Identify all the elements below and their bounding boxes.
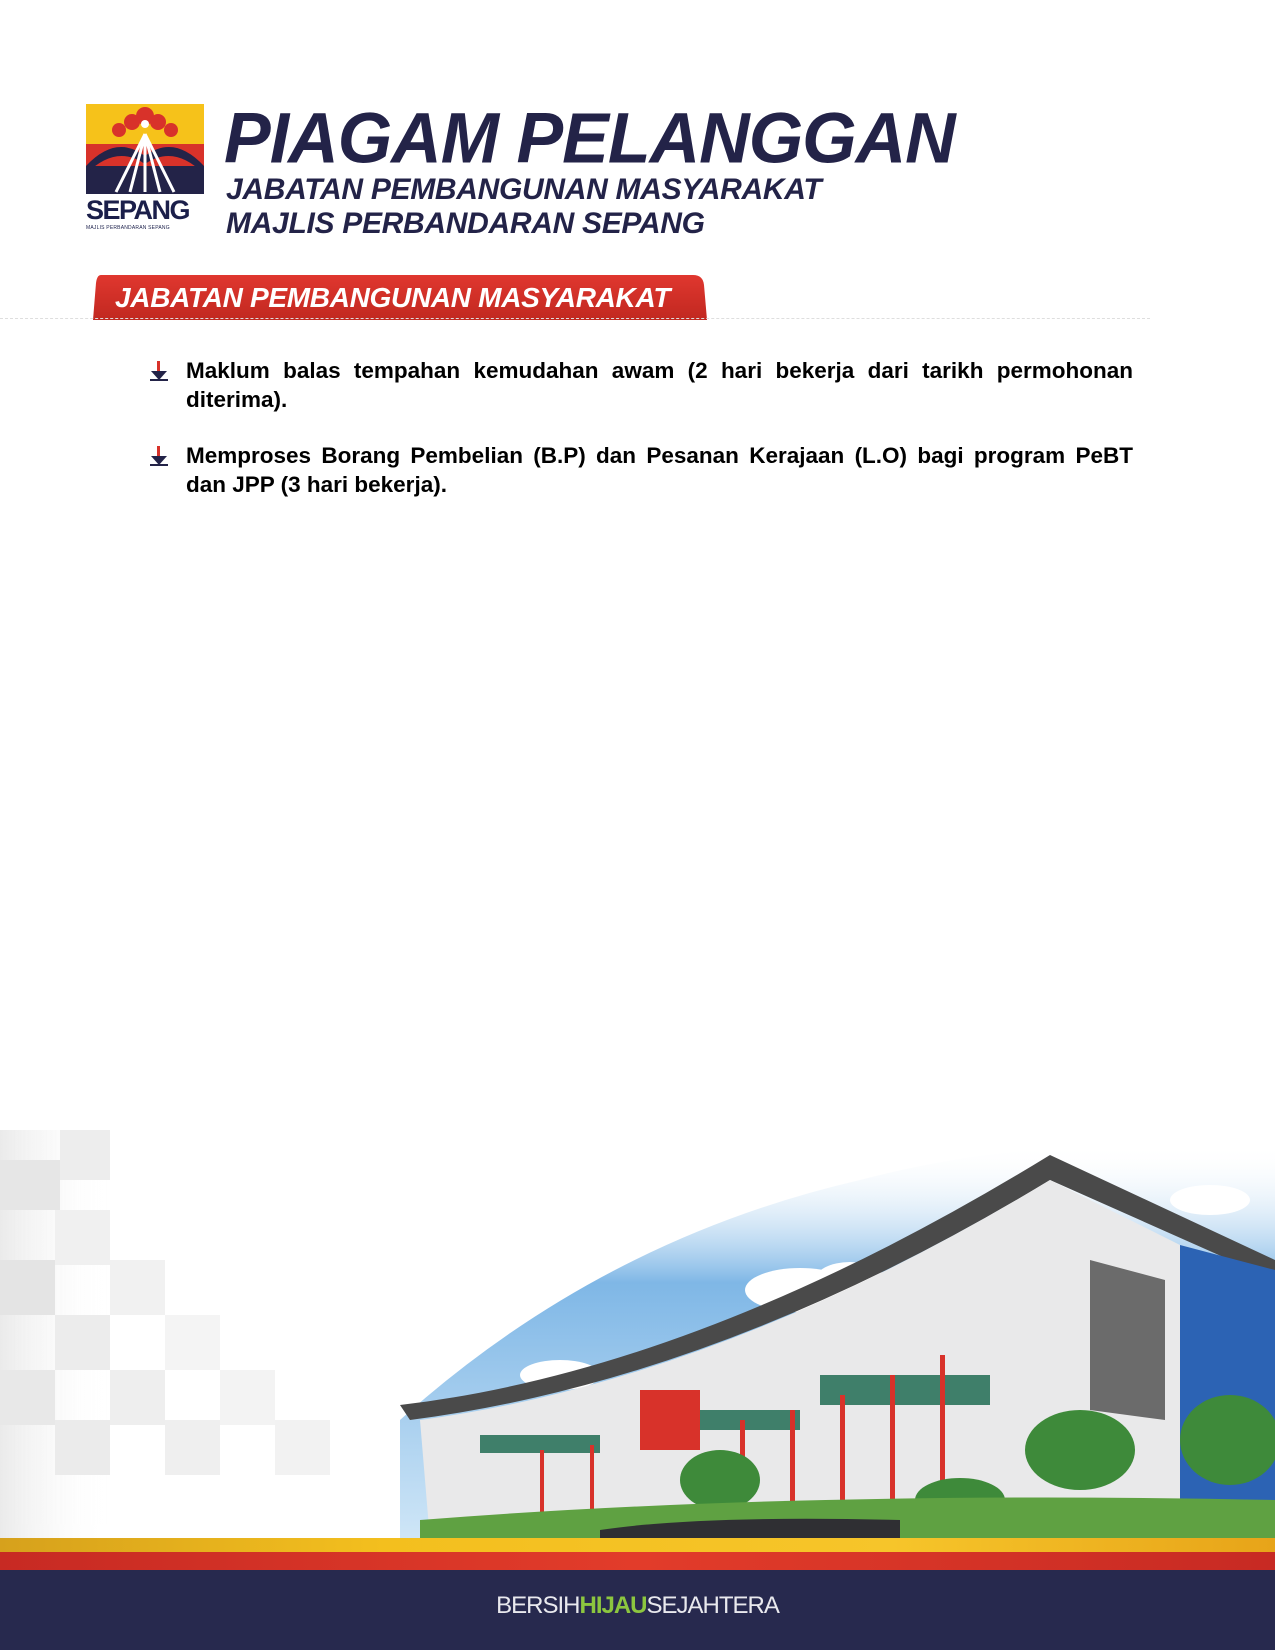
slogan-part-hijau: HIJAU	[579, 1592, 647, 1619]
section-tab	[93, 275, 713, 320]
sepang-logo	[86, 104, 206, 236]
list-item	[148, 356, 1133, 414]
page-title: PIAGAM PELANGGAN	[224, 98, 955, 178]
list-item-text: Maklum balas tempahan kemudahan awam (2 hari bekerja dari tarikh permohonan diterima).	[186, 358, 1133, 412]
footer-slogan	[0, 1592, 1275, 1620]
arrow-down-bullet-icon	[148, 360, 170, 382]
building-illustration	[0, 1120, 1275, 1540]
subtitle-council: MAJLIS PERBANDARAN SEPANG	[226, 207, 705, 240]
service-list	[148, 356, 1133, 526]
logo-word: SEPANG	[86, 195, 190, 225]
divider	[0, 318, 1150, 319]
subtitle-department: JABATAN PEMBANGUNAN MASYARAKAT	[226, 173, 822, 206]
list-item	[148, 441, 1133, 499]
slogan-part-sejahtera: SEJAHTERA	[646, 1592, 779, 1619]
slogan-part-bersih: BERSIH	[496, 1592, 580, 1619]
footer-stripe-red	[0, 1552, 1275, 1570]
arrow-down-bullet-icon	[148, 445, 170, 467]
section-label: JABATAN PEMBANGUNAN MASYARAKAT	[115, 282, 671, 313]
logo-emblem	[86, 104, 204, 194]
footer-stripe-yellow	[0, 1538, 1275, 1552]
logo-subtext: MAJLIS PERBANDARAN SEPANG	[86, 225, 170, 231]
list-item-text: Memproses Borang Pembelian (B.P) dan Pesanan Kerajaan (L.O) bagi program PeBT dan JPP (3 hari bekerja).	[186, 443, 1133, 497]
logo-emblem-graphic	[86, 104, 204, 194]
